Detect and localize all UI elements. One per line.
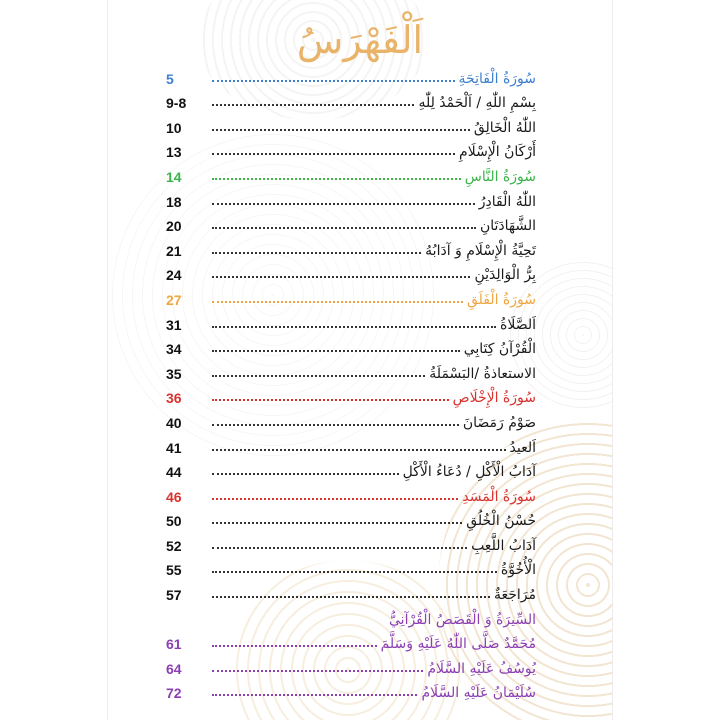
dot-leader xyxy=(212,670,423,672)
dot-leader xyxy=(212,129,470,131)
toc-page-number: 34 xyxy=(166,341,182,358)
dot-leader xyxy=(212,301,463,303)
toc-entry[interactable] xyxy=(166,578,536,603)
dot-leader xyxy=(212,522,462,524)
toc-entry[interactable] xyxy=(166,357,536,382)
dot-leader xyxy=(212,694,417,696)
toc-entry-title: الْقُرْآنُ كِتَابِي xyxy=(463,341,536,358)
toc-entry-title: الاستعاذةُ /البَسْمَلَةُ xyxy=(429,365,536,382)
toc-entry-title: سُورَةُ الْفَاتِحَةِ xyxy=(458,70,536,87)
toc-entry-title: سُورَةُ النَّاسِ xyxy=(464,168,536,185)
toc-entry-title: الْأُخُوَّةُ xyxy=(500,562,536,579)
table-of-contents xyxy=(166,62,536,701)
page-title: اَلْفَهْرَسُ xyxy=(296,18,424,62)
toc-page-number: 61 xyxy=(166,636,182,653)
toc-page-number: 52 xyxy=(166,537,182,554)
toc-entry-title: حُسْنُ الْخُلُقِ xyxy=(466,513,536,530)
toc-page-number: 10 xyxy=(166,119,182,136)
toc-entry-title: تَحِيَّةُ الْإِسْلَامِ وَ آدَابُهُ xyxy=(425,242,536,259)
toc-entry-title: مُحَمَّدٌ صَلَّى اللّٰهُ عَلَيْهِ وَسَلَّمَ xyxy=(380,636,536,653)
toc-page-number: 35 xyxy=(166,365,182,382)
toc-entry[interactable] xyxy=(166,480,536,505)
toc-entry[interactable] xyxy=(166,308,536,333)
dot-leader xyxy=(212,203,475,205)
toc-entry-title: سُورَةُ الْمَسَدِ xyxy=(462,488,536,505)
dot-leader xyxy=(212,276,470,278)
toc-page-number: 36 xyxy=(166,390,182,407)
dot-leader xyxy=(212,350,460,352)
dot-leader xyxy=(212,375,425,377)
toc-entry[interactable] xyxy=(166,111,536,136)
toc-entry[interactable] xyxy=(166,283,536,308)
toc-entry[interactable] xyxy=(166,160,536,185)
toc-entry[interactable] xyxy=(166,554,536,579)
toc-page-number: 40 xyxy=(166,414,182,431)
toc-page-number: 24 xyxy=(166,267,182,284)
toc-entry-title: أَرْكَانُ الْإِسْلَامِ xyxy=(459,144,536,161)
dot-leader xyxy=(212,80,455,82)
toc-entry-title: سُورَةُ الْفَلَقِ xyxy=(466,291,536,308)
dot-leader xyxy=(212,473,399,475)
dot-leader xyxy=(212,252,421,254)
toc-entry-title: بِسْمِ اللّٰهِ / اَلْحَمْدُ لِلّٰهِ xyxy=(418,95,536,112)
dot-leader xyxy=(212,153,455,155)
dot-leader xyxy=(212,227,476,229)
toc-entry[interactable] xyxy=(166,259,536,284)
toc-entry-title: آدَابُ اللَّعِبِ xyxy=(471,537,536,554)
toc-page-number: 44 xyxy=(166,464,182,481)
toc-entry-title: السِّيرَةُ وَ الْقَصَصُ الْقُرْآنِيُّ xyxy=(389,611,536,628)
toc-entry[interactable] xyxy=(166,529,536,554)
toc-page-number: 20 xyxy=(166,218,182,235)
dot-leader xyxy=(212,547,467,549)
toc-entry-title: آدَابُ الْأَكْلِ / دُعَاءُ الْأَكْلِ xyxy=(402,464,536,481)
toc-page-number: 13 xyxy=(166,144,182,161)
toc-section-heading xyxy=(166,603,536,628)
toc-entry-title: اللّٰهُ الْقَادِرُ xyxy=(478,193,536,210)
toc-page-number: 21 xyxy=(166,242,182,259)
toc-entry[interactable] xyxy=(166,628,536,653)
toc-entry-title: اللّٰهُ الْخَالِقُ xyxy=(473,119,536,136)
toc-entry[interactable] xyxy=(166,456,536,481)
toc-entry[interactable] xyxy=(166,87,536,112)
toc-entry-title: سُلَيْمَانُ عَلَيْهِ السَّلَامُ xyxy=(421,685,536,702)
toc-entry[interactable] xyxy=(166,136,536,161)
toc-entry[interactable] xyxy=(166,406,536,431)
toc-entry[interactable] xyxy=(166,652,536,677)
toc-entry-title: اَلعيدُ xyxy=(509,439,536,456)
toc-page-number: 50 xyxy=(166,513,182,530)
toc-page-number: 14 xyxy=(166,168,182,185)
toc-entry[interactable] xyxy=(166,234,536,259)
toc-entry-title: يُوسُفُ عَلَيْهِ السَّلَامُ xyxy=(427,660,536,677)
dot-leader xyxy=(212,449,506,451)
toc-entry[interactable] xyxy=(166,333,536,358)
toc-page-number: 46 xyxy=(166,488,182,505)
toc-entry[interactable] xyxy=(166,185,536,210)
toc-page-number: 72 xyxy=(166,685,182,702)
dot-leader xyxy=(212,178,461,180)
toc-entry[interactable] xyxy=(166,382,536,407)
toc-page-number: 31 xyxy=(166,316,182,333)
dot-leader xyxy=(212,424,459,426)
dot-leader xyxy=(212,399,449,401)
dot-leader xyxy=(212,326,496,328)
toc-page-number: 57 xyxy=(166,587,182,604)
toc-page-number: 55 xyxy=(166,562,182,579)
document-page xyxy=(108,0,612,720)
toc-entry[interactable] xyxy=(166,431,536,456)
toc-entry-title: صَوْمُ رَمَضَانَ xyxy=(462,414,536,431)
dot-leader xyxy=(212,596,490,598)
toc-entry-title: بِرُّ الْوَالِدَيْنِ xyxy=(474,267,536,284)
toc-entry-title: اَلصَّلَاةُ xyxy=(500,316,536,333)
toc-entry[interactable] xyxy=(166,210,536,235)
toc-entry[interactable] xyxy=(166,62,536,87)
toc-page-number: 27 xyxy=(166,291,182,308)
toc-entry[interactable] xyxy=(166,677,536,702)
toc-entry[interactable] xyxy=(166,505,536,530)
toc-page-number: 41 xyxy=(166,439,182,456)
dot-leader xyxy=(212,571,497,573)
toc-entry-title: مُرَاجَعَةٌ xyxy=(493,587,536,604)
toc-entry-title: الشَّهَادَتَانِ xyxy=(479,218,536,235)
toc-page-number: 18 xyxy=(166,193,182,210)
dot-leader xyxy=(212,645,377,647)
toc-page-number: 64 xyxy=(166,660,182,677)
toc-page-number: 9-8 xyxy=(166,95,187,112)
dot-leader xyxy=(212,498,458,500)
dot-leader xyxy=(212,104,414,106)
toc-page-number: 5 xyxy=(166,70,174,87)
toc-entry-title: سُورَةُ الْإِخْلَاصِ xyxy=(452,390,536,407)
